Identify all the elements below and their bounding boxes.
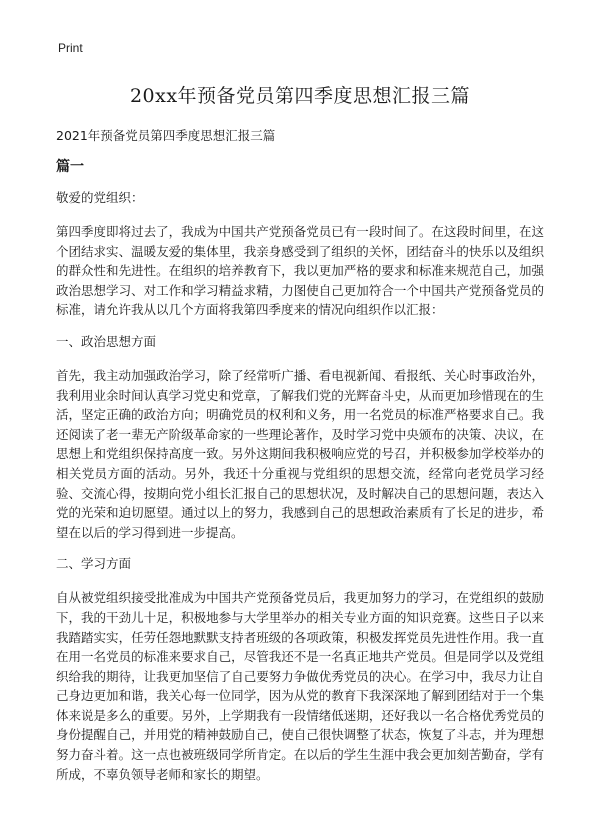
political-paragraph: 首先，我主动加强政治学习，除了经常听广播、看电视新闻、看报纸、关心时事政治外，我利用业余时间认真学习党史和党章，了解我们党的光辉奋斗史，从而更加珍惜现在的生活，坚定正确的政治方向；明确党员的权利和义务，用一名党员的标准严格要求自己。我还阅读了老一辈无产阶级革命家的一些理论著作，及时学习党中央颁布的决策、决议，在思想上和党组织保持高度一致。另外这期间我积极响应党的号召，并积极参加学校举办的相关党员方面的活动。另外，我还十分重视与党组织的思想交流，经常向老党员学习经验、交流心得，按期向党小组长汇报自己的思想状况，及时解决自己的思想问题，表达入党的光荣和迫切愿望。通过以上的努力，我感到自己的思想政治素质有了长足的进步，希望在以后的学习得到进一步提高。 (56, 367, 544, 540)
part-heading: 篇一 (56, 159, 84, 175)
salutation: 敬爱的党组织： (56, 190, 144, 205)
print-label[interactable]: Print (58, 41, 83, 55)
document-subtitle: 2021年预备党员第四季度思想汇报三篇 (56, 128, 276, 143)
intro-paragraph: 第四季度即将过去了，我成为中国共产党预备党员已有一段时间了。在这段时间里，在这个团结求实、温暖友爱的集体里，我亲身感受到了组织的关怀，团结奋斗的快乐以及组织的群众性和先进性。在组织的培养教育下，我以更加严格的要求和标准来规范自己，加强政治思想学习、对工作和学习精益求精，力图使自己更加符合一个中国共产党预备党员的标准，请允许我从以几个方面将我第四季度来的情况向组织作以汇报： (56, 224, 544, 318)
section-heading-political: 一、政治思想方面 (56, 333, 157, 349)
section-heading-study: 二、学习方面 (56, 556, 132, 572)
document-title: 20xx年预备党员第四季度思想汇报三篇 (129, 85, 471, 107)
study-paragraph: 自从被党组织接受批准成为中国共产党预备党员后，我更加努力的学习，在党组织的鼓励下，我的干劲儿十足，积极地参与大学里举办的相关专业方面的知识竞赛。这些日子以来我踏踏实实，任劳任怨地默默支持者班级的各项政策，积极发挥党员先进性作用。我一直在用一名党员的标准来要求自己，尽管我还不是一名真正地共产党员。但是同学以及党组织给我的期待，让我更加坚信了自己要努力争做优秀党员的决心。在学习中，我尽力让自己身边更加和谐，我关心每一位同学，因为从党的教育下我深深地了解到团结对于一个集体来说是多么的重要。另外，上学期我有一段情绪低迷期，还好我以一名合格优秀党员的身份提醒自己，并用党的精神鼓励自己，使自己很快调整了状态，恢复了斗志，并为理想努力奋斗着。这一点也被班级同学所肯定。在以后的学生生涯中我会更加刻苦勤奋，学有所成，不辜负领导老师和家长的期望。 (56, 590, 544, 782)
